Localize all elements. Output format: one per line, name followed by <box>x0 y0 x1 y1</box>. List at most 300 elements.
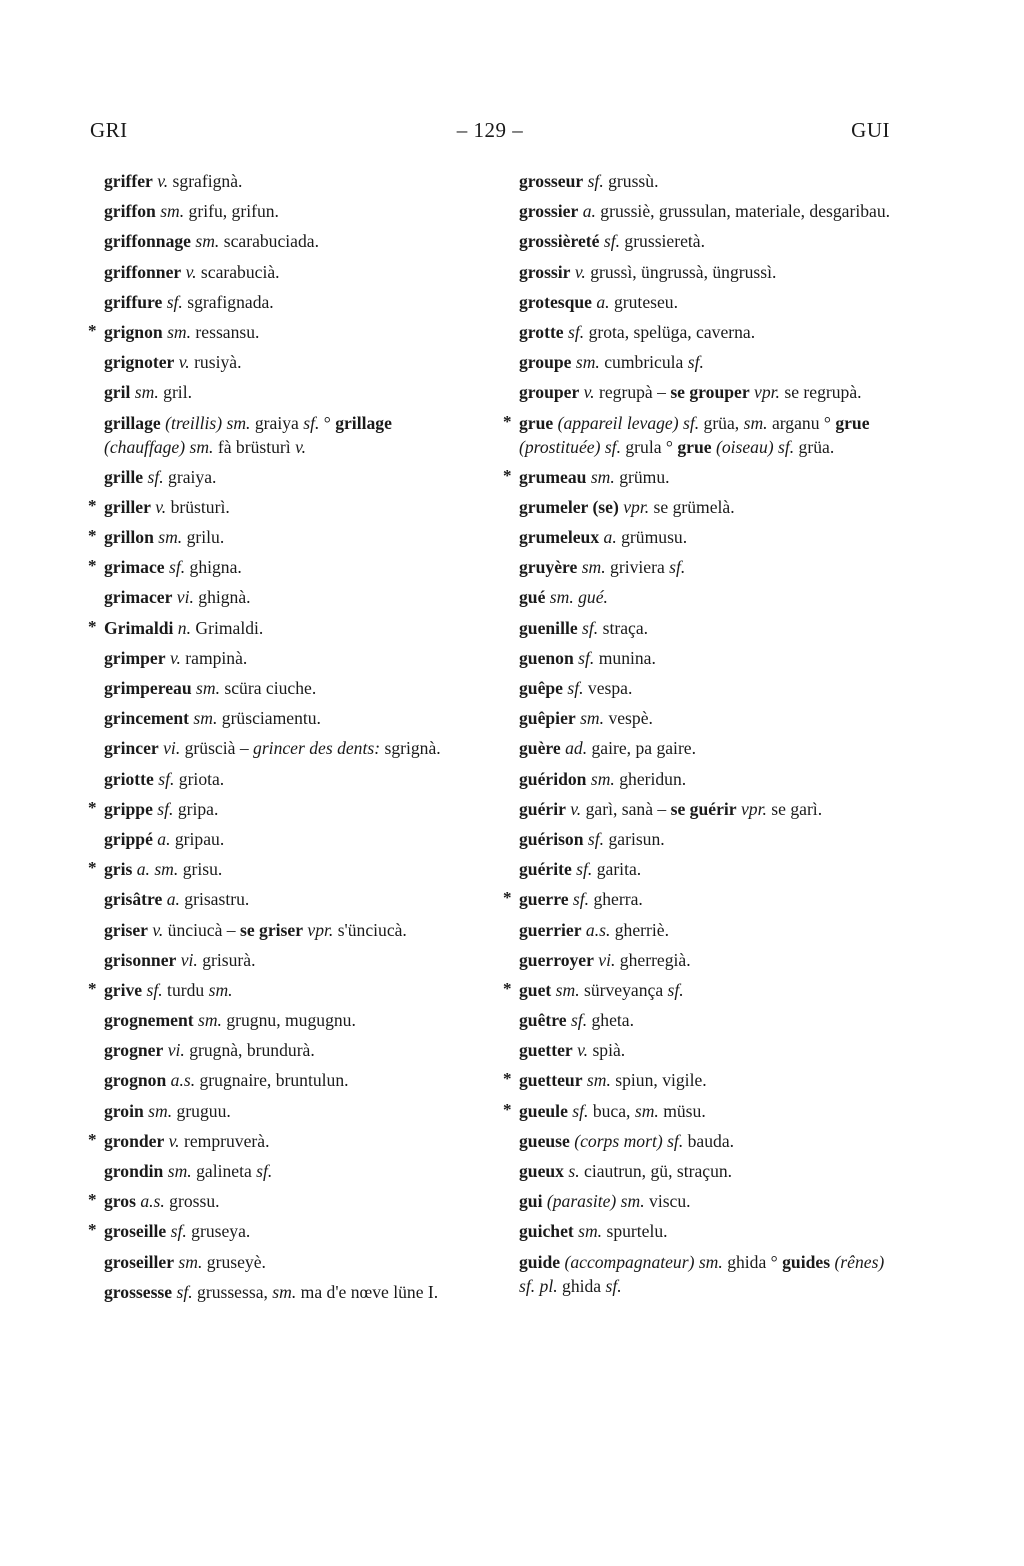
grammar-label: v. <box>295 436 306 457</box>
translation: regrupà – <box>594 382 671 403</box>
headword: grignon <box>104 321 163 342</box>
translation: ° <box>319 412 336 433</box>
grammar-label: sm. <box>634 1100 659 1121</box>
translation: grussessa, <box>192 1281 273 1302</box>
headword: groupe <box>519 352 572 373</box>
headword: guêtre <box>519 1010 567 1031</box>
grammar-label: v. <box>579 382 595 403</box>
headword: grossesse <box>104 1281 173 1302</box>
dictionary-entry <box>88 616 476 640</box>
dictionary-entry <box>503 229 895 253</box>
grammar-label: v. <box>181 261 197 282</box>
grammar-label: vpr. <box>736 798 767 819</box>
grammar-label: (rênes) sf. pl. <box>519 1251 885 1296</box>
grammar-label: (corps mort) sf. <box>569 1130 684 1151</box>
dictionary-entry <box>503 978 895 1002</box>
dictionary-entry <box>88 229 476 253</box>
grammar-label: sf. <box>164 557 186 578</box>
translation: gherra. <box>589 889 643 910</box>
headword: griffonner <box>104 261 182 282</box>
headword: guêpe <box>519 678 563 698</box>
grammar-label: sm. <box>586 768 615 789</box>
headword: guides <box>782 1251 831 1272</box>
translation: arganu ° <box>767 412 836 433</box>
translation: grüa, <box>699 412 744 433</box>
translation: ressansu. <box>191 321 260 342</box>
dictionary-entry <box>88 350 476 374</box>
grammar-label: sf. <box>568 889 590 910</box>
dictionary-entry <box>503 1129 895 1153</box>
translation: graiya. <box>163 466 217 487</box>
left-column <box>88 169 476 1310</box>
translation: munina. <box>594 647 656 668</box>
dictionary-entry <box>88 1159 476 1183</box>
dictionary-entry <box>88 887 476 911</box>
grammar-label: sf. <box>583 171 604 191</box>
headword: grue <box>835 412 870 433</box>
dictionary-entry <box>503 827 895 851</box>
dictionary-entry <box>503 465 895 489</box>
grammar-label: v. <box>147 919 164 940</box>
grammar-label: vi. <box>176 949 198 970</box>
asterisk-marker: * <box>88 556 97 576</box>
grammar-label: sm. <box>130 382 159 403</box>
dictionary-entry <box>88 1280 476 1304</box>
dictionary-entry <box>88 1250 476 1274</box>
grammar-label: (parasite) sm. <box>542 1191 645 1212</box>
headword: grogner <box>104 1040 164 1061</box>
translation: vespa. <box>583 678 633 698</box>
translation: gruguu. <box>172 1100 231 1121</box>
translation: gripa. <box>173 798 219 819</box>
dictionary-entry <box>88 1068 476 1092</box>
headword: griffure <box>104 291 163 312</box>
grammar-label: (treillis) sm. <box>160 412 251 433</box>
dictionary-entry <box>88 585 476 609</box>
dictionary-entry <box>503 797 895 821</box>
headword: gueux <box>519 1161 564 1181</box>
headword: grisâtre <box>104 889 163 910</box>
dictionary-entry <box>503 1068 895 1092</box>
translation: spiun, vigile. <box>610 1070 707 1091</box>
grammar-label: vi. <box>172 587 194 608</box>
translation: grifu, grifun. <box>184 201 279 222</box>
headword: gueule <box>519 1100 568 1121</box>
headword: gueuse <box>519 1130 570 1151</box>
grammar-label: sf. <box>571 859 593 880</box>
grammar-label: v. <box>164 1130 180 1151</box>
dictionary-entry <box>88 736 476 760</box>
translation: garì, sanà – <box>581 798 671 819</box>
grammar-label: a. <box>578 201 596 222</box>
grammar-label: sf. <box>573 647 595 668</box>
dictionary-entry <box>88 169 476 193</box>
translation: Grimaldi. <box>191 617 264 638</box>
translation: gruseya. <box>186 1221 251 1242</box>
grammar-label: vpr. <box>749 382 780 403</box>
translation: sürveyança <box>579 979 668 1000</box>
asterisk-marker: * <box>88 978 97 998</box>
translation: cumbricula <box>599 352 688 373</box>
dictionary-entry <box>88 260 476 284</box>
dictionary-entry <box>88 411 476 459</box>
headword: grotte <box>519 321 564 342</box>
translation: griota. <box>174 768 225 789</box>
headword: guéridon <box>519 768 587 789</box>
asterisk-marker: * <box>88 1129 97 1149</box>
grammar-label: sf. <box>303 412 320 433</box>
grammar-label: sf. <box>152 798 174 819</box>
headword: grondin <box>104 1161 164 1181</box>
grammar-label: sm. <box>551 979 580 1000</box>
dictionary-entry <box>503 948 895 972</box>
translation: scüra ciuche. <box>220 678 317 698</box>
grammar-label: sm. <box>571 352 600 373</box>
dictionary-entry <box>88 495 476 519</box>
grammar-label: ad. <box>560 738 588 759</box>
headword: guenon <box>519 647 574 668</box>
grammar-label: (oiseau) sf. <box>711 436 795 457</box>
translation: grisu. <box>178 859 223 880</box>
translation: spurtelu. <box>602 1221 668 1242</box>
grammar-label: sf. <box>562 678 584 698</box>
translation: gril. <box>158 382 192 403</box>
asterisk-marker: * <box>503 1069 512 1089</box>
headword: grincer <box>104 738 159 759</box>
translation: ciautrun, gü, straçun. <box>579 1161 733 1181</box>
dictionary-entry <box>503 495 895 519</box>
headword: griser <box>104 919 148 940</box>
translation: sgrignà. <box>380 738 441 759</box>
headword: grimpereau <box>104 678 192 698</box>
dictionary-entry <box>503 676 895 700</box>
grammar-label: vpr. <box>303 919 334 940</box>
translation: gruteseu. <box>609 291 678 312</box>
translation: brüsturì. <box>166 496 230 517</box>
grammar-label: (chauffage) sm. <box>104 436 214 457</box>
headword: guérison <box>519 828 584 849</box>
dictionary-entry <box>88 465 476 489</box>
translation: galineta <box>191 1161 257 1181</box>
translation: sgrafignada. <box>182 291 274 312</box>
headword: guetter <box>519 1040 573 1061</box>
dictionary-entry <box>503 887 895 911</box>
translation: grümu. <box>614 466 670 487</box>
headword: gruyère <box>519 557 578 578</box>
dictionary-entry <box>503 555 895 579</box>
translation: grussieretà. <box>620 231 706 252</box>
headword: grimace <box>104 557 165 578</box>
headword: grimper <box>104 647 166 668</box>
headword: gronder <box>104 1130 165 1151</box>
header-left-guide-word: GRI <box>90 118 128 142</box>
translation: grussù. <box>603 171 659 191</box>
grammar-label: sm. <box>163 1161 192 1181</box>
grammar-label: sm. <box>577 557 606 578</box>
grammar-label: sf. <box>153 768 175 789</box>
dictionary-entry <box>503 1189 895 1213</box>
dictionary-entry <box>88 676 476 700</box>
dictionary-entry <box>88 948 476 972</box>
translation: bauda. <box>683 1130 735 1151</box>
dictionary-entry <box>88 1008 476 1032</box>
asterisk-marker: * <box>503 978 512 998</box>
dictionary-entry <box>88 857 476 881</box>
headword: guide <box>519 1251 561 1272</box>
asterisk-marker: * <box>88 1190 97 1210</box>
translation: griviera <box>605 557 670 578</box>
headword: grue <box>519 412 554 433</box>
grammar-label: (prostituée) sf. <box>519 436 621 457</box>
translation: grisurà. <box>197 949 256 970</box>
translation: s'ünciucà. <box>333 919 407 940</box>
grammar-label: (appareil levage) sf. <box>553 412 700 433</box>
grammar-label: sf. <box>567 1100 589 1121</box>
dictionary-entry <box>503 169 895 193</box>
grammar-label: sm. <box>191 678 220 698</box>
dictionary-entry <box>88 646 476 670</box>
grammar-label: sf. <box>143 466 164 487</box>
dictionary-entry <box>88 380 476 404</box>
headword: grognon <box>104 1070 167 1091</box>
grammar-label: v. <box>565 798 582 819</box>
headword: grue <box>677 436 712 457</box>
translation: rempruverà. <box>179 1130 270 1151</box>
asterisk-marker: * <box>88 797 97 817</box>
dictionary-entry <box>503 525 895 549</box>
headword: grumeleux <box>519 527 600 548</box>
dictionary-entry <box>503 616 895 640</box>
headword: guet <box>519 979 552 1000</box>
headword: grincement <box>104 708 190 729</box>
dictionary-entry <box>503 1038 895 1062</box>
translation: ma d'e nœve lüne I. <box>296 1281 439 1302</box>
translation: grüa. <box>794 436 835 457</box>
headword: grossier <box>519 201 579 222</box>
grammar-label: sf. <box>599 231 620 252</box>
headword: gris <box>104 859 133 880</box>
dictionary-entry <box>503 290 895 314</box>
dictionary-entry <box>503 1159 895 1183</box>
translation: se grümelà. <box>649 496 735 517</box>
grammar-label: v. <box>570 261 586 282</box>
translation: gaire, pa gaire. <box>587 738 697 759</box>
translation: se regrupà. <box>779 382 862 403</box>
dictionary-entry <box>88 797 476 821</box>
dictionary-entry <box>503 646 895 670</box>
grammar-label: sf. <box>583 828 605 849</box>
translation: ghida <box>557 1275 606 1296</box>
translation: grüsciamentu. <box>217 708 321 729</box>
translation: grussì, üngrussà, üngrussì. <box>585 261 777 282</box>
translation: müsu. <box>658 1100 706 1121</box>
asterisk-marker: * <box>88 320 97 340</box>
running-head <box>90 118 890 148</box>
asterisk-marker: * <box>88 495 97 515</box>
grammar-label: sf. <box>669 557 686 578</box>
grammar-label: v. <box>150 496 167 517</box>
headword: groin <box>104 1100 144 1121</box>
dictionary-entry <box>88 978 476 1002</box>
headword: gui <box>519 1191 543 1212</box>
grammar-label: sm. gué. <box>545 587 608 608</box>
dictionary-entry <box>503 736 895 760</box>
translation: gheta. <box>587 1010 635 1031</box>
translation: scarabucià. <box>196 261 280 282</box>
translation: straça. <box>598 617 649 638</box>
translation: sgrafignà. <box>168 171 243 191</box>
translation: gherriè. <box>610 919 669 940</box>
asterisk-marker: * <box>503 888 512 908</box>
dictionary-entry <box>503 1250 895 1298</box>
dictionary-entry <box>503 260 895 284</box>
dictionary-entry <box>503 857 895 881</box>
headword: grotesque <box>519 291 592 312</box>
dictionary-entry <box>88 320 476 344</box>
headword: guérir <box>519 798 566 819</box>
dictionary-entry <box>88 1189 476 1213</box>
translation: grossu. <box>164 1191 220 1212</box>
headword: grouper <box>519 382 580 403</box>
page-number: – 129 – <box>456 118 524 142</box>
headword: se grouper <box>670 382 750 403</box>
grammar-label: sm. <box>189 708 218 729</box>
headword: guenille <box>519 617 578 638</box>
dictionary-entry <box>88 199 476 223</box>
grammar-label: sf. <box>162 291 183 312</box>
headword: grosseur <box>519 171 584 191</box>
asterisk-marker: * <box>88 858 97 878</box>
headword: griffer <box>104 171 153 191</box>
translation: grugnà, brundurà. <box>184 1040 315 1061</box>
headword: guerroyer <box>519 949 594 970</box>
grammar-label: sm. <box>153 527 183 548</box>
grammar-label: v. <box>152 171 169 191</box>
headword: guère <box>519 738 561 759</box>
grammar-label: a. <box>152 828 171 849</box>
asterisk-marker: * <box>88 1220 97 1240</box>
dictionary-entry <box>503 706 895 730</box>
dictionary-entry <box>503 1099 895 1123</box>
translation: rampinà. <box>180 647 248 668</box>
dictionary-entry <box>88 525 476 549</box>
grammar-label: sm. <box>272 1281 297 1302</box>
translation: ünciucà – <box>163 919 240 940</box>
grammar-label: sm. <box>208 979 233 1000</box>
dictionary-entry <box>503 918 895 942</box>
asterisk-marker: * <box>503 465 512 485</box>
headword: groseille <box>104 1221 167 1242</box>
dictionary-entry <box>503 1219 895 1243</box>
headword: grille <box>104 466 144 487</box>
grammar-label: sf. <box>577 617 599 638</box>
headword: gué <box>519 587 546 608</box>
translation: buca, <box>588 1100 635 1121</box>
grammar-label: sm. <box>143 1100 173 1121</box>
grammar-label: grincer des dents: <box>253 738 381 759</box>
dictionary-entry <box>88 706 476 730</box>
translation: scarabuciada. <box>219 231 319 252</box>
grammar-label: v. <box>572 1040 589 1061</box>
dictionary-entry <box>503 380 895 404</box>
headword: grossir <box>519 261 571 282</box>
headword: grisonner <box>104 949 177 970</box>
dictionary-entry <box>503 585 895 609</box>
headword: griffon <box>104 201 156 222</box>
translation: garisun. <box>604 828 665 849</box>
headword: grive <box>104 979 143 1000</box>
translation: grugnu, mugugnu. <box>221 1010 356 1031</box>
translation: spià. <box>588 1040 626 1061</box>
grammar-label: (accompagnateur) sm. <box>560 1251 723 1272</box>
grammar-label: vi. <box>593 949 616 970</box>
asterisk-marker: * <box>88 526 97 546</box>
headword: se griser <box>239 919 303 940</box>
headword: grillage <box>104 412 161 433</box>
grammar-label: sf. <box>256 1161 273 1181</box>
dictionary-entry <box>503 199 895 223</box>
dictionary-entry <box>88 827 476 851</box>
grammar-label: a.s. <box>581 919 611 940</box>
headword: griffonnage <box>104 231 191 252</box>
headword: grillon <box>104 527 154 548</box>
grammar-label: sf. <box>172 1281 193 1302</box>
grammar-label: sf. <box>563 321 585 342</box>
headword: grognement <box>104 1010 194 1031</box>
headword: guetteur <box>519 1070 583 1091</box>
asterisk-marker: * <box>88 616 97 636</box>
dictionary-entry <box>88 1219 476 1243</box>
grammar-label: sm. <box>174 1251 203 1272</box>
headword: grumeler (se) <box>519 496 619 517</box>
grammar-label: sm. <box>155 201 185 222</box>
grammar-label: a. <box>162 889 180 910</box>
grammar-label: sf. <box>605 1275 622 1296</box>
header-right-guide-word: GUI <box>851 118 890 142</box>
grammar-label: sf. <box>566 1010 588 1031</box>
translation: ghida ° <box>722 1251 783 1272</box>
headword: gros <box>104 1191 136 1212</box>
translation: viscu. <box>644 1191 691 1212</box>
grammar-label: vpr. <box>618 496 650 517</box>
grammar-label: sm. <box>573 1221 603 1242</box>
headword: guérite <box>519 859 572 880</box>
dictionary-entry <box>503 411 895 459</box>
headword: grippe <box>104 798 153 819</box>
grammar-label: v. <box>174 352 190 373</box>
grammar-label: sm. <box>575 708 605 729</box>
headword: griller <box>104 496 151 517</box>
headword: guêpier <box>519 708 576 729</box>
grammar-label: sm. <box>743 412 768 433</box>
dictionary-entry <box>503 767 895 791</box>
grammar-label: sm. <box>582 1070 611 1091</box>
dictionary-entry <box>88 767 476 791</box>
grammar-label: sf. <box>667 979 684 1000</box>
headword: grignoter <box>104 352 175 373</box>
grammar-label: a.s. <box>166 1070 196 1091</box>
dictionary-entry <box>88 1038 476 1062</box>
right-column <box>503 169 895 1304</box>
translation: ghigna. <box>185 557 242 578</box>
grammar-label: vi. <box>163 1040 185 1061</box>
dictionary-entry <box>88 918 476 942</box>
headword: gril <box>104 382 131 403</box>
grammar-label: sf. <box>166 1221 187 1242</box>
translation: grussiè, grussulan, materiale, desgaribau. <box>595 201 891 222</box>
dictionary-entry <box>88 290 476 314</box>
translation: gheridun. <box>614 768 687 789</box>
